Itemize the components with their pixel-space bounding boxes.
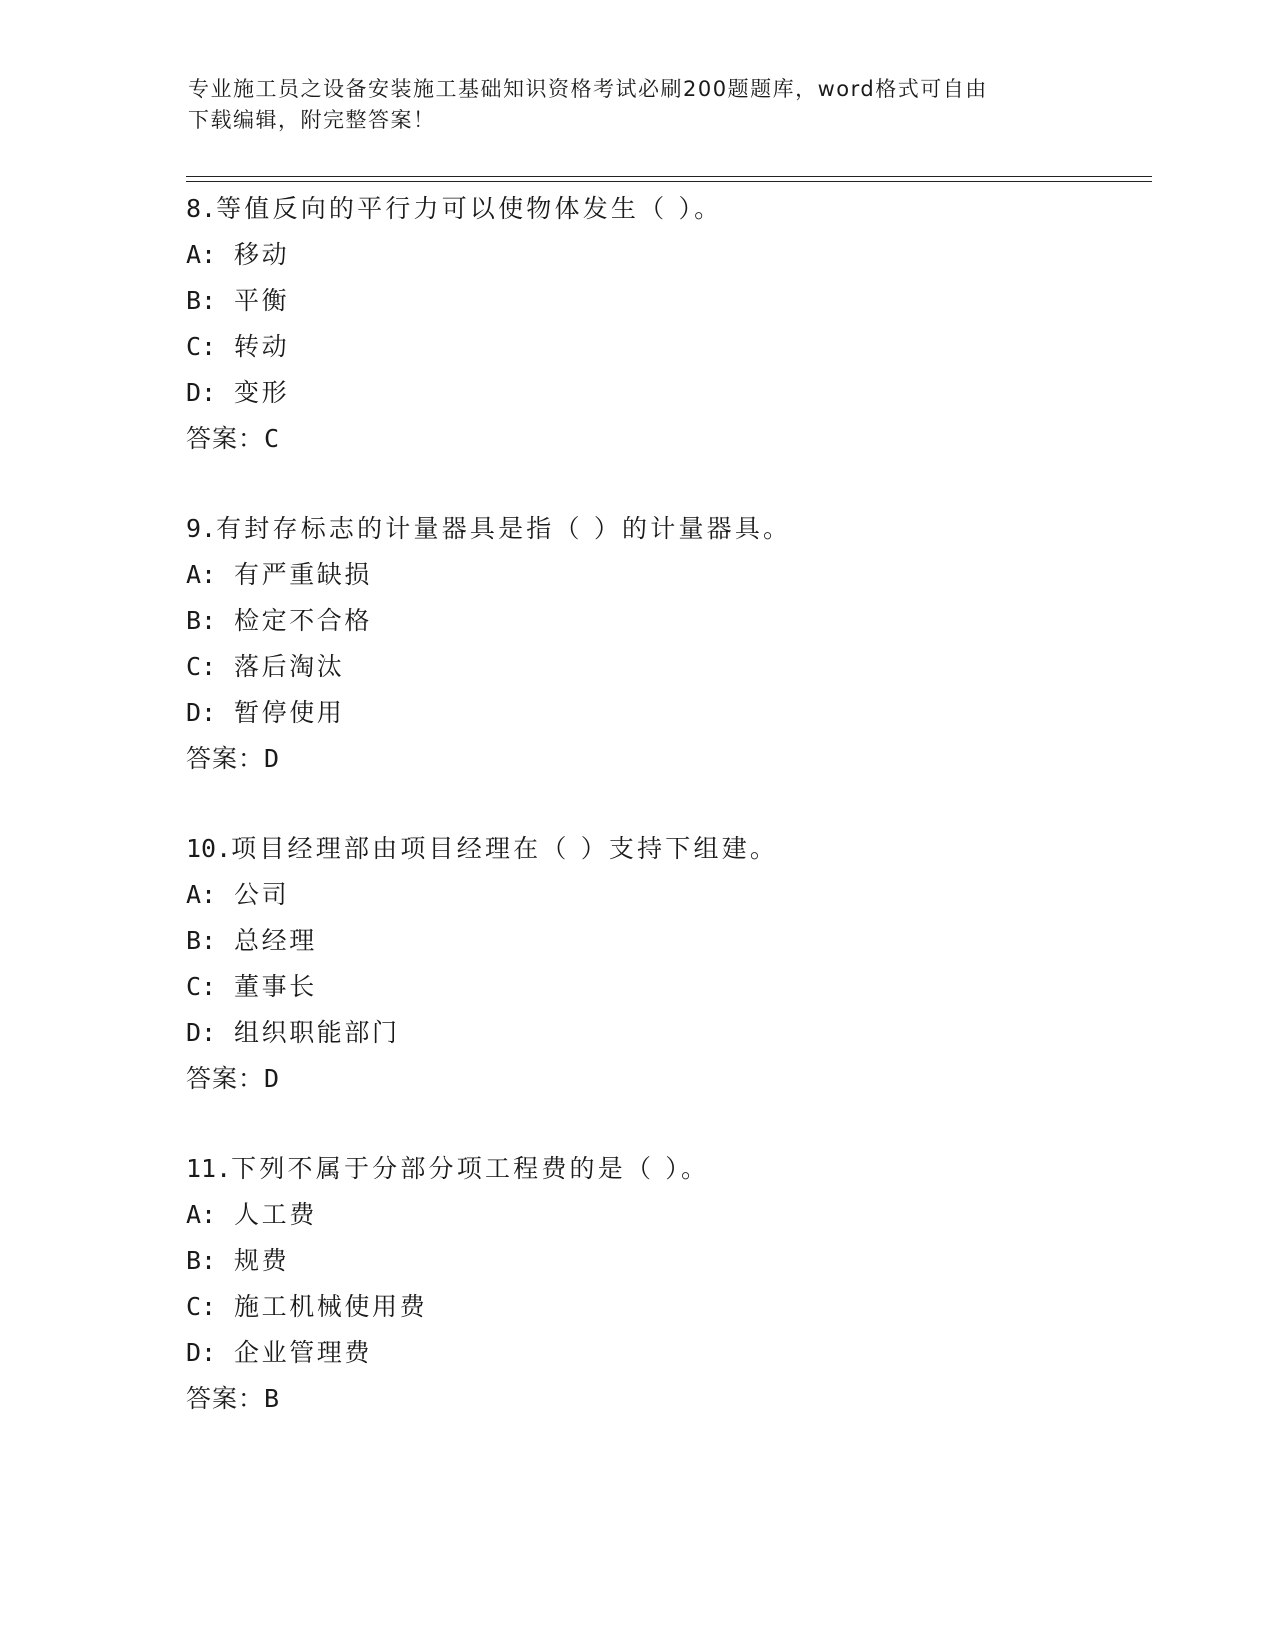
question-text: 下列不属于分部分项工程费的是（ ）。: [231, 1154, 710, 1183]
answer-label: 答案：: [186, 424, 265, 453]
option-text: 平衡: [234, 286, 290, 315]
option-b: [186, 598, 1146, 644]
question-stem: [186, 506, 1146, 552]
option-text: 公司: [234, 880, 290, 909]
answer-label: 答案：: [186, 1064, 265, 1093]
header-line-1: 专业施工员之设备安装施工基础知识资格考试必刷200题题库，word格式可自由: [188, 77, 988, 101]
option-text: 施工机械使用费: [234, 1292, 428, 1321]
answer-line: [186, 416, 1146, 462]
option-a: [186, 232, 1146, 278]
option-a: [186, 552, 1146, 598]
question-number: 8.: [186, 194, 217, 223]
answer-line: [186, 736, 1146, 782]
question-number: 11.: [186, 1154, 232, 1183]
option-d: [186, 370, 1146, 416]
option-text: 有严重缺损: [234, 560, 373, 589]
answer-value: D: [264, 1064, 281, 1093]
option-key: A:: [186, 880, 217, 909]
question-text: 等值反向的平行力可以使物体发生（ ）。: [216, 194, 723, 223]
option-text: 企业管理费: [234, 1338, 373, 1367]
question-10: [186, 826, 1146, 1146]
option-a: [186, 1192, 1146, 1238]
option-key: B:: [186, 286, 217, 315]
option-d: [186, 690, 1146, 736]
option-key: C:: [186, 1292, 217, 1321]
answer-label: 答案：: [186, 744, 265, 773]
option-text: 变形: [234, 378, 290, 407]
answer-label: 答案：: [186, 1384, 265, 1413]
header-divider-top: [186, 176, 1152, 177]
question-11: [186, 1146, 1146, 1466]
question-number: 9.: [186, 514, 217, 543]
option-text: 总经理: [234, 926, 317, 955]
question-list: [186, 186, 1146, 1466]
option-key: A:: [186, 240, 217, 269]
option-d: [186, 1330, 1146, 1376]
option-key: D:: [186, 378, 217, 407]
option-key: B:: [186, 606, 217, 635]
option-text: 转动: [234, 332, 290, 361]
option-a: [186, 872, 1146, 918]
option-c: [186, 1284, 1146, 1330]
option-key: A:: [186, 1200, 217, 1229]
option-c: [186, 964, 1146, 1010]
option-key: D:: [186, 1018, 217, 1047]
option-c: [186, 644, 1146, 690]
question-text: 项目经理部由项目经理在（ ）支持下组建。: [231, 834, 779, 863]
question-stem: [186, 1146, 1146, 1192]
option-c: [186, 324, 1146, 370]
option-text: 落后淘汰: [234, 652, 345, 681]
option-key: B:: [186, 1246, 217, 1275]
option-key: C:: [186, 332, 217, 361]
option-text: 规费: [234, 1246, 290, 1275]
question-9: [186, 506, 1146, 826]
option-text: 移动: [234, 240, 290, 269]
option-text: 暂停使用: [234, 698, 345, 727]
option-d: [186, 1010, 1146, 1056]
question-8: [186, 186, 1146, 506]
option-key: C:: [186, 652, 217, 681]
option-b: [186, 1238, 1146, 1284]
question-text: 有封存标志的计量器具是指（ ）的计量器具。: [216, 514, 792, 543]
option-key: D:: [186, 698, 217, 727]
option-text: 检定不合格: [234, 606, 373, 635]
question-number: 10.: [186, 834, 232, 863]
document-header: [188, 74, 1088, 136]
answer-value: B: [264, 1384, 281, 1413]
option-key: B:: [186, 926, 217, 955]
option-b: [186, 918, 1146, 964]
question-stem: [186, 186, 1146, 232]
header-divider-bottom: [186, 181, 1152, 182]
answer-line: [186, 1376, 1146, 1422]
header-line-2: 下载编辑，附完整答案！: [188, 108, 436, 132]
answer-value: C: [264, 424, 281, 453]
option-key: C:: [186, 972, 217, 1001]
answer-value: D: [264, 744, 281, 773]
option-text: 人工费: [234, 1200, 317, 1229]
option-key: D:: [186, 1338, 217, 1367]
answer-line: [186, 1056, 1146, 1102]
option-text: 董事长: [234, 972, 317, 1001]
option-b: [186, 278, 1146, 324]
option-text: 组织职能部门: [234, 1018, 400, 1047]
question-stem: [186, 826, 1146, 872]
option-key: A:: [186, 560, 217, 589]
